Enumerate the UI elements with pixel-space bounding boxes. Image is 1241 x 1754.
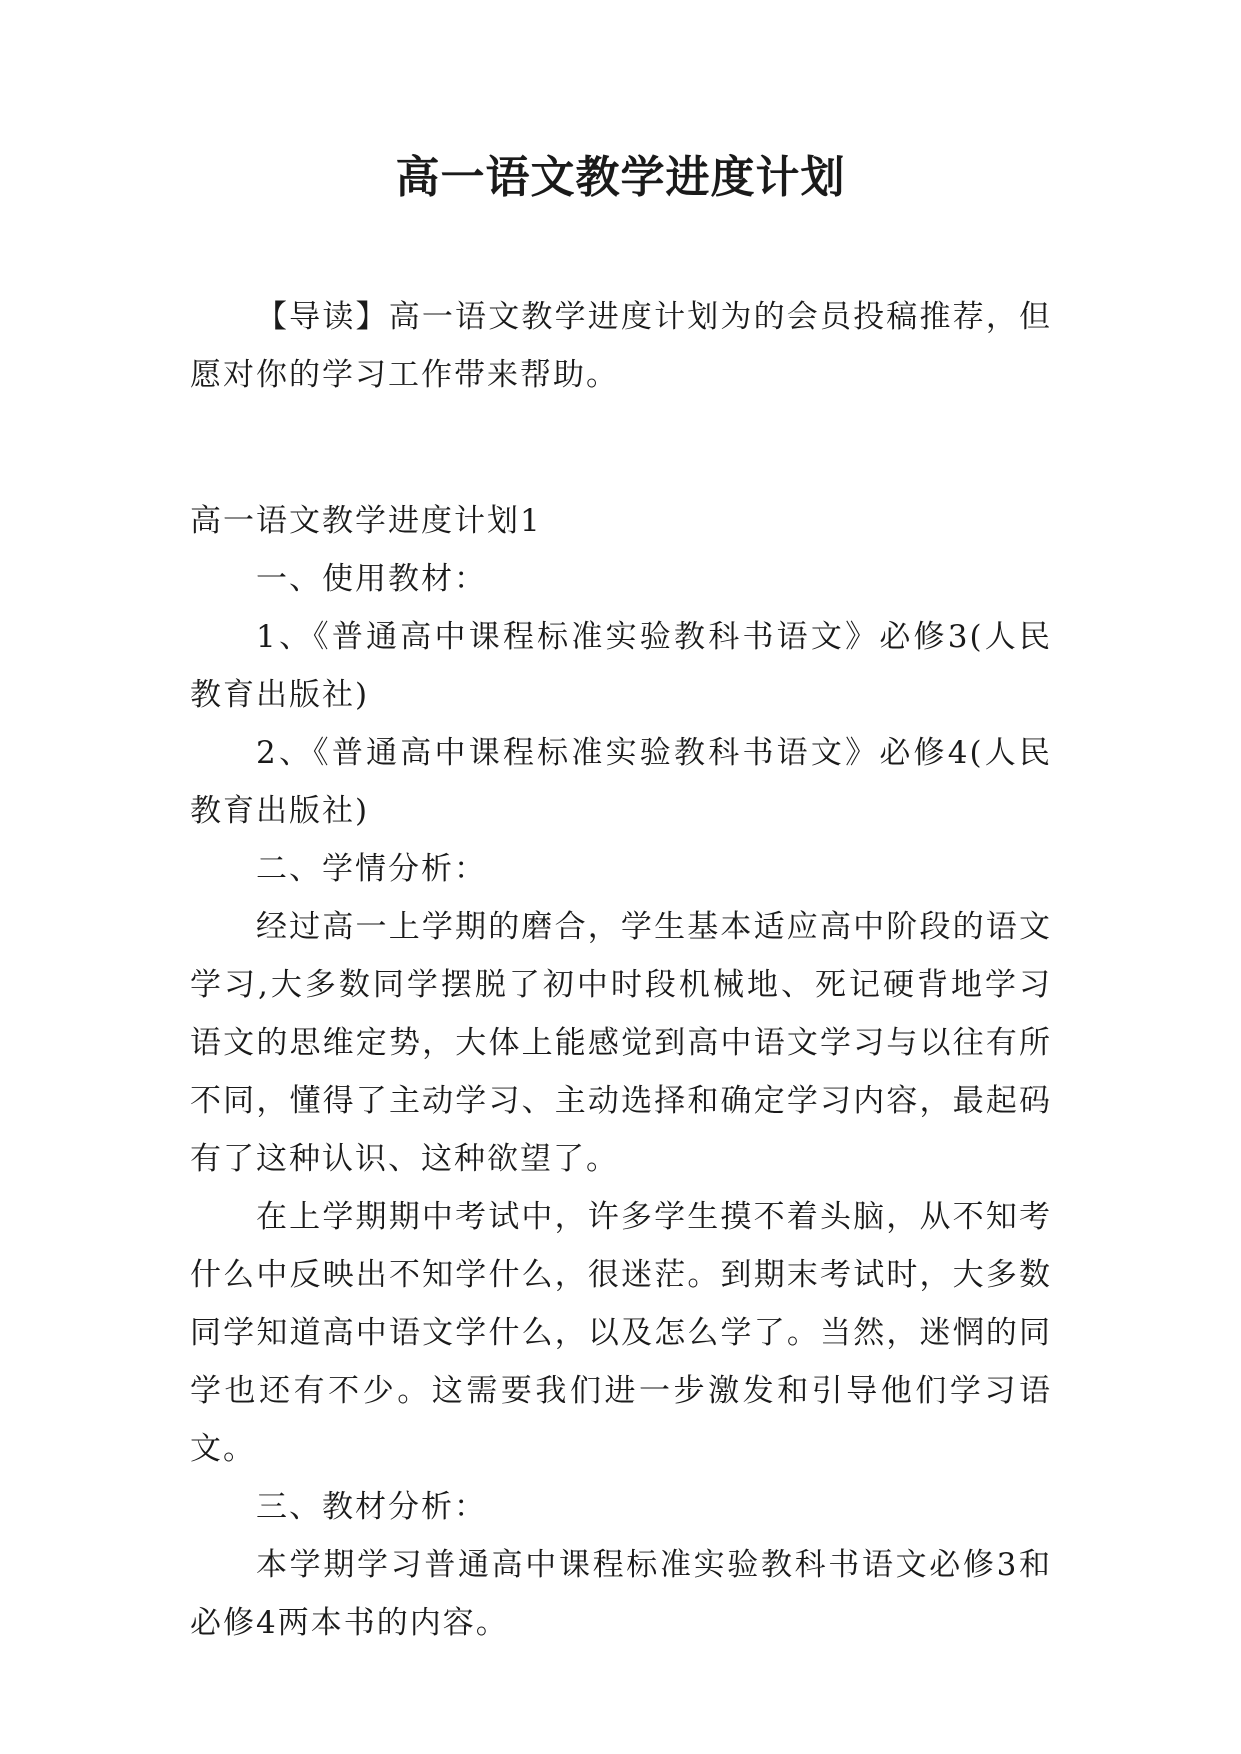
heading-materials: 一、使用教材： [256, 561, 487, 597]
heading-student-analysis: 二、学情分析： [256, 851, 487, 887]
section-heading: 高一语文教学进度计划1 [190, 503, 542, 539]
paragraph-student-analysis-2: 在上学期期中考试中，许多学生摸不着头脑，从不知考什么中反映出不知学什么，很迷茫。到期末考试时，大多数同学知道高中语文学什么，以及怎么学了。当然，迷惘的同学也还有不少。这需要我们进一步激发和引导他们学习语文。 [190, 1199, 1052, 1467]
paragraph-textbook-analysis: 本学期学习普通高中课程标准实验教科书语文必修3和必修4两本书的内容。 [190, 1547, 1052, 1641]
page-title: 高一语文教学进度计划 [395, 152, 846, 203]
spacer [190, 404, 1052, 492]
paragraph-student-analysis-1: 经过高一上学期的磨合，学生基本适应高中阶段的语文学习,大多数同学摆脱了初中时段机械地、死记硬背地学习语文的思维定势，大体上能感觉到高中语文学习与以往有所不同，懂得了主动学习、主动选择和确定学习内容，最起码有了这种认识、这种欲望了。 [190, 909, 1052, 1177]
document-body [190, 288, 1052, 1652]
list-item-textbook-1: 1、《普通高中课程标准实验教科书语文》必修3(人民教育出版社) [190, 619, 1052, 713]
intro-paragraph: 【导读】高一语文教学进度计划为的会员投稿推荐，但愿对你的学习工作带来帮助。 [190, 299, 1052, 393]
list-item-textbook-2: 2、《普通高中课程标准实验教科书语文》必修4(人民教育出版社) [190, 735, 1052, 829]
heading-textbook-analysis: 三、教材分析： [256, 1489, 487, 1525]
